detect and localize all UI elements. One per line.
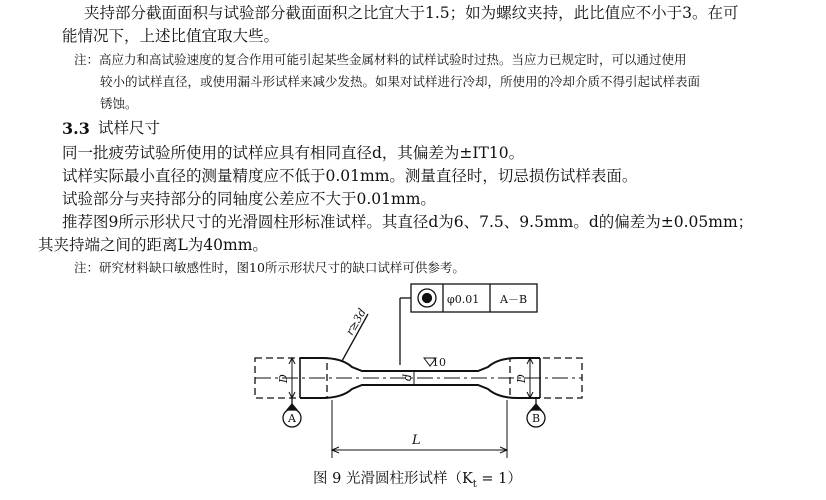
caption-main: 图 9 光滑圆柱形试样（K — [313, 471, 473, 487]
body-line1: 同一批疲劳试验所使用的试样应具有相同直径d，其偏差为±IT10。 — [62, 144, 525, 162]
roughness-value: 10 — [432, 356, 446, 369]
body-line3: 试验部分与夹持部分的同轴度公差应不大于0.01mm。 — [62, 190, 436, 208]
note1-line3: 锈蚀。 — [100, 96, 138, 111]
section-title: 试样尺寸 — [98, 119, 161, 137]
caption-end: = 1） — [476, 471, 522, 487]
body-line2: 试样实际最小直径的测量精度应不低于0.01mm。测量直径时，切忌损伤试样表面。 — [62, 167, 638, 185]
tolerance-value: φ0.01 — [447, 293, 480, 306]
grip-diameter-left: D — [277, 374, 290, 383]
body-line5: 其夹持端之间的距离L为40mm。 — [38, 236, 268, 254]
caption-subscript: t — [472, 478, 477, 490]
datum-b-label: B — [532, 412, 541, 425]
test-diameter: d — [401, 373, 414, 381]
paragraph1-line1: 夹持部分截面面积与试验部分截面面积之比宜大于1.5；如为螺纹夹持，此比值应不小于3。在可 — [84, 4, 739, 22]
datum-reference: A－B — [500, 293, 528, 306]
note1-line2: 较小的试样直径，或使用漏斗形试样来减少发热。如果对试样进行冷却，所使用的冷却介质不得引起试样表面 — [100, 74, 701, 89]
note2: 注：研究材料缺口敏感性时，图10所示形状尺寸的缺口试样可供参考。 — [74, 260, 465, 275]
body-line4: 推荐图9所示形状尺寸的光滑圆柱形标准试样。其直径d为6、7.5、9.5mm。d的偏差为±0.05mm； — [62, 213, 754, 231]
length-label: L — [412, 433, 421, 448]
radius-label: r≥3d — [343, 306, 369, 338]
paragraph1-line2: 能情况下，上述比值宜取大些。 — [62, 27, 280, 45]
figure-caption — [313, 472, 522, 490]
grip-diameter-right: D — [515, 374, 528, 383]
section-number: 3.3 — [62, 119, 90, 138]
datum-a-label: A — [288, 412, 296, 425]
note1-line1: 注：高应力和高试验速度的复合作用可能引起某些金属材料的试样试验时过热。当应力已规定时，可以通过使用 — [74, 52, 687, 67]
